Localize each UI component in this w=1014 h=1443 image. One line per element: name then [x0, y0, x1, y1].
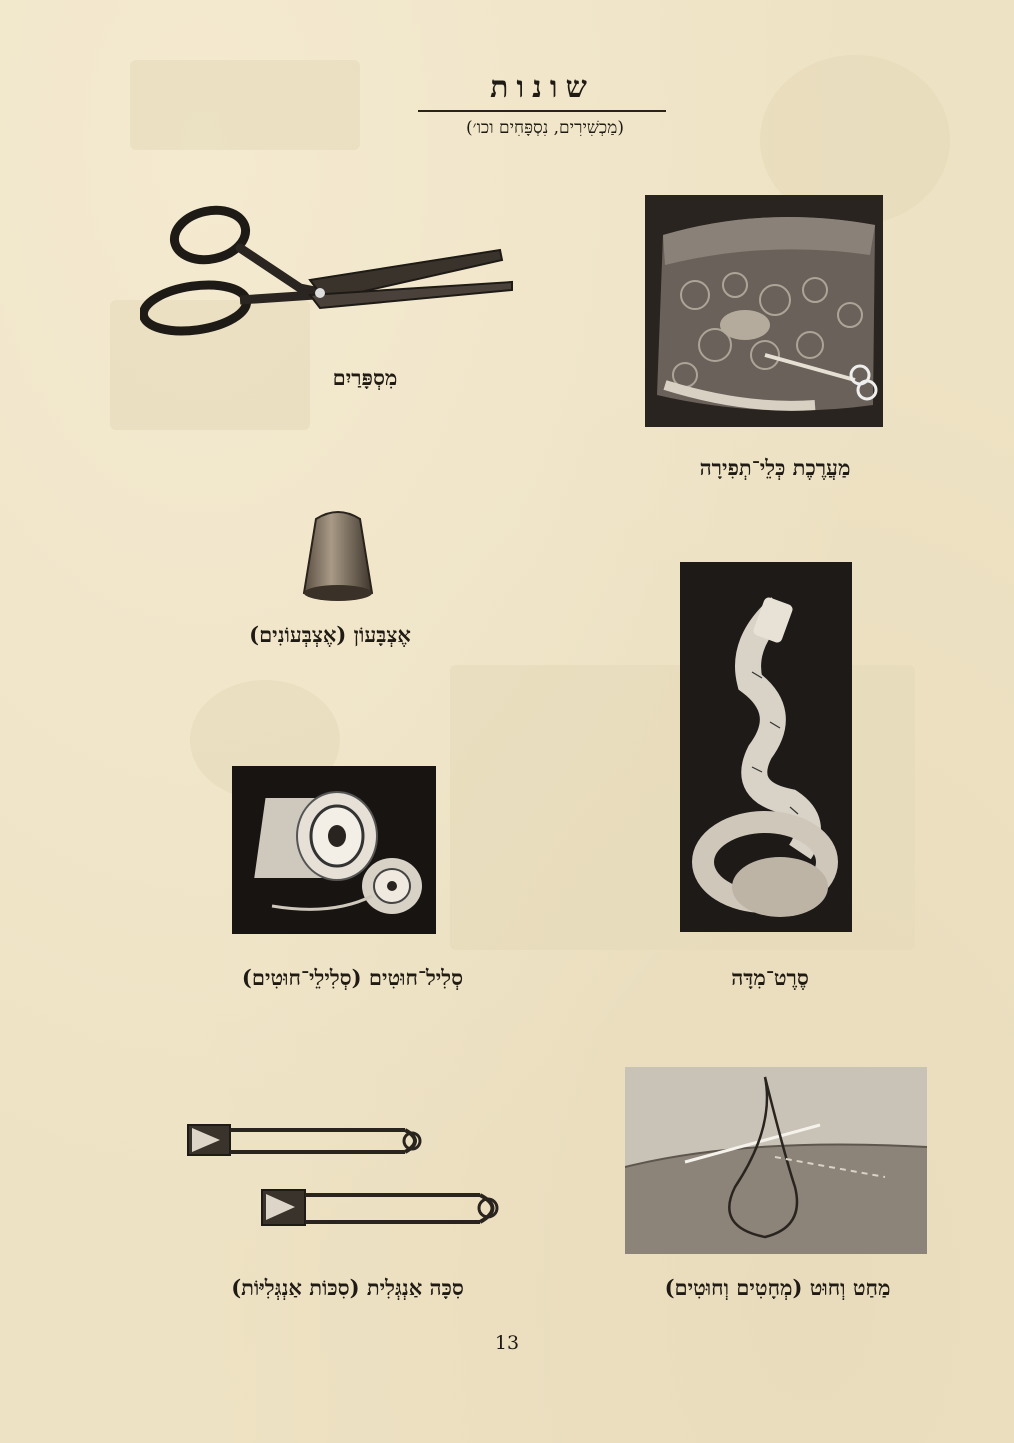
tape-measure-image	[680, 562, 852, 932]
thimble-icon	[298, 505, 378, 605]
show-through-mark	[130, 60, 360, 150]
label-thimble: אֶצְבָּעוֹן (אֶצְבְּעוֹנִים)	[249, 622, 411, 647]
sewing-kit-image	[645, 195, 883, 427]
needle-thread-photo	[625, 1067, 927, 1254]
label-needle-thread: מַחַט וְחוּט (מְחָטִים וְחוּטִים)	[664, 1275, 891, 1300]
page-title: שונות	[490, 70, 595, 105]
safety-pin-icon	[180, 1110, 510, 1255]
scissors-icon	[140, 200, 520, 340]
tape-measure-photo	[680, 562, 852, 932]
label-sewing-kit: מַעֲרֶכֶת כְּלֵי־תְפִירָה	[699, 455, 851, 480]
title-underline	[418, 110, 666, 112]
label-tape-measure: סֶרֶט־מִדָּה	[731, 965, 809, 990]
thread-spool-image	[232, 766, 436, 934]
needle-thread-image	[625, 1067, 927, 1254]
page-number: 13	[494, 1332, 520, 1354]
thread-spool-photo	[232, 766, 436, 934]
label-safety-pin: סִכָּה אַנְגְּלִית (סִכּוֹת אַנְגְּלִיּוֹת)	[231, 1275, 464, 1300]
page-subtitle: (מַכְשִׁירִים, נִסְפָּחִים וכו׳)	[466, 118, 624, 138]
label-thread-spool: סְלִיל־חוּטִים (סְלִילֵי־חוּטִים)	[241, 965, 464, 990]
sewing-kit-photo	[645, 195, 883, 427]
label-scissors: מִסְפָּרַיִם	[332, 365, 398, 390]
